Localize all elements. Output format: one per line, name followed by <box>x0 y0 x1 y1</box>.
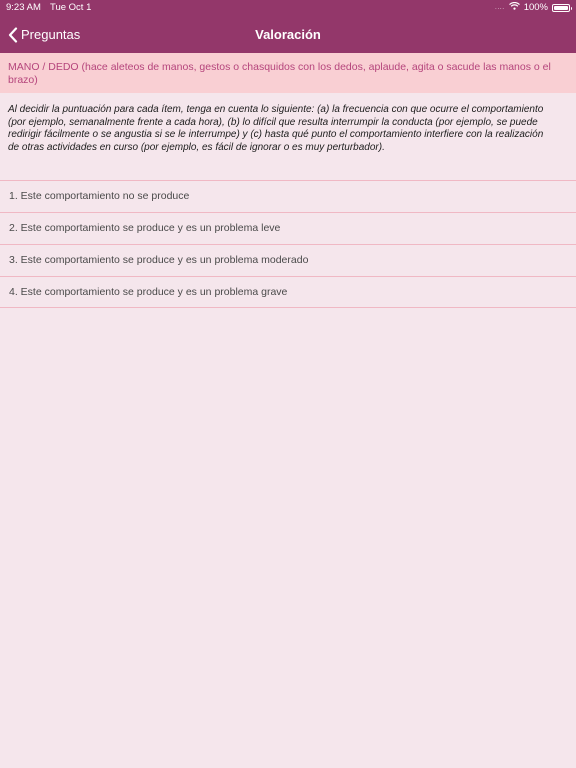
category-banner <box>0 53 576 93</box>
battery-level <box>554 6 568 10</box>
battery-percent: 100% <box>523 2 548 13</box>
rating-option-3[interactable]: 3. Este comportamiento se produce y es un problema moderado <box>0 244 576 276</box>
rating-options-list <box>0 180 576 308</box>
back-button-label: Preguntas <box>21 27 81 42</box>
status-right-group <box>495 0 570 16</box>
page-title: Valoración <box>255 27 321 42</box>
category-text: MANO / DEDO (hace aleteos de manos, gestos o chasquidos con los dedos, aplaude, agita o sacude las manos o el brazo) <box>8 61 551 86</box>
instructions-text: Al decidir la puntuación para cada ítem, tenga en cuenta lo siguiente: (a) la frecuencia con que ocurre el comportamiento (por ejemplo, semanalmente frente a cada hora), (b) lo difícil que resulta interrumpir la conducta (por ejemplo, se puede redirigir fácilmente o se angustia si se le interrumpe) y (c) hasta qué punto el comportamiento interfiere con la realización de otras actividades en curso (por ejemplo, es fácil de ignorar o es muy perturbador). <box>8 104 544 153</box>
navigation-bar <box>0 16 576 53</box>
cellular-signal-icon: .... <box>494 4 505 11</box>
rating-option-1[interactable]: 1. Este comportamiento no se produce <box>0 180 576 212</box>
rating-option-2[interactable]: 2. Este comportamiento se produce y es un problema leve <box>0 212 576 244</box>
wifi-icon <box>509 0 520 16</box>
status-date: Tue Oct 1 <box>50 2 92 13</box>
status-time: 9:23 AM <box>6 2 41 13</box>
status-bar <box>0 0 576 16</box>
battery-icon <box>552 4 570 12</box>
rating-option-4[interactable]: 4. Este comportamiento se produce y es un problema grave <box>0 276 576 308</box>
